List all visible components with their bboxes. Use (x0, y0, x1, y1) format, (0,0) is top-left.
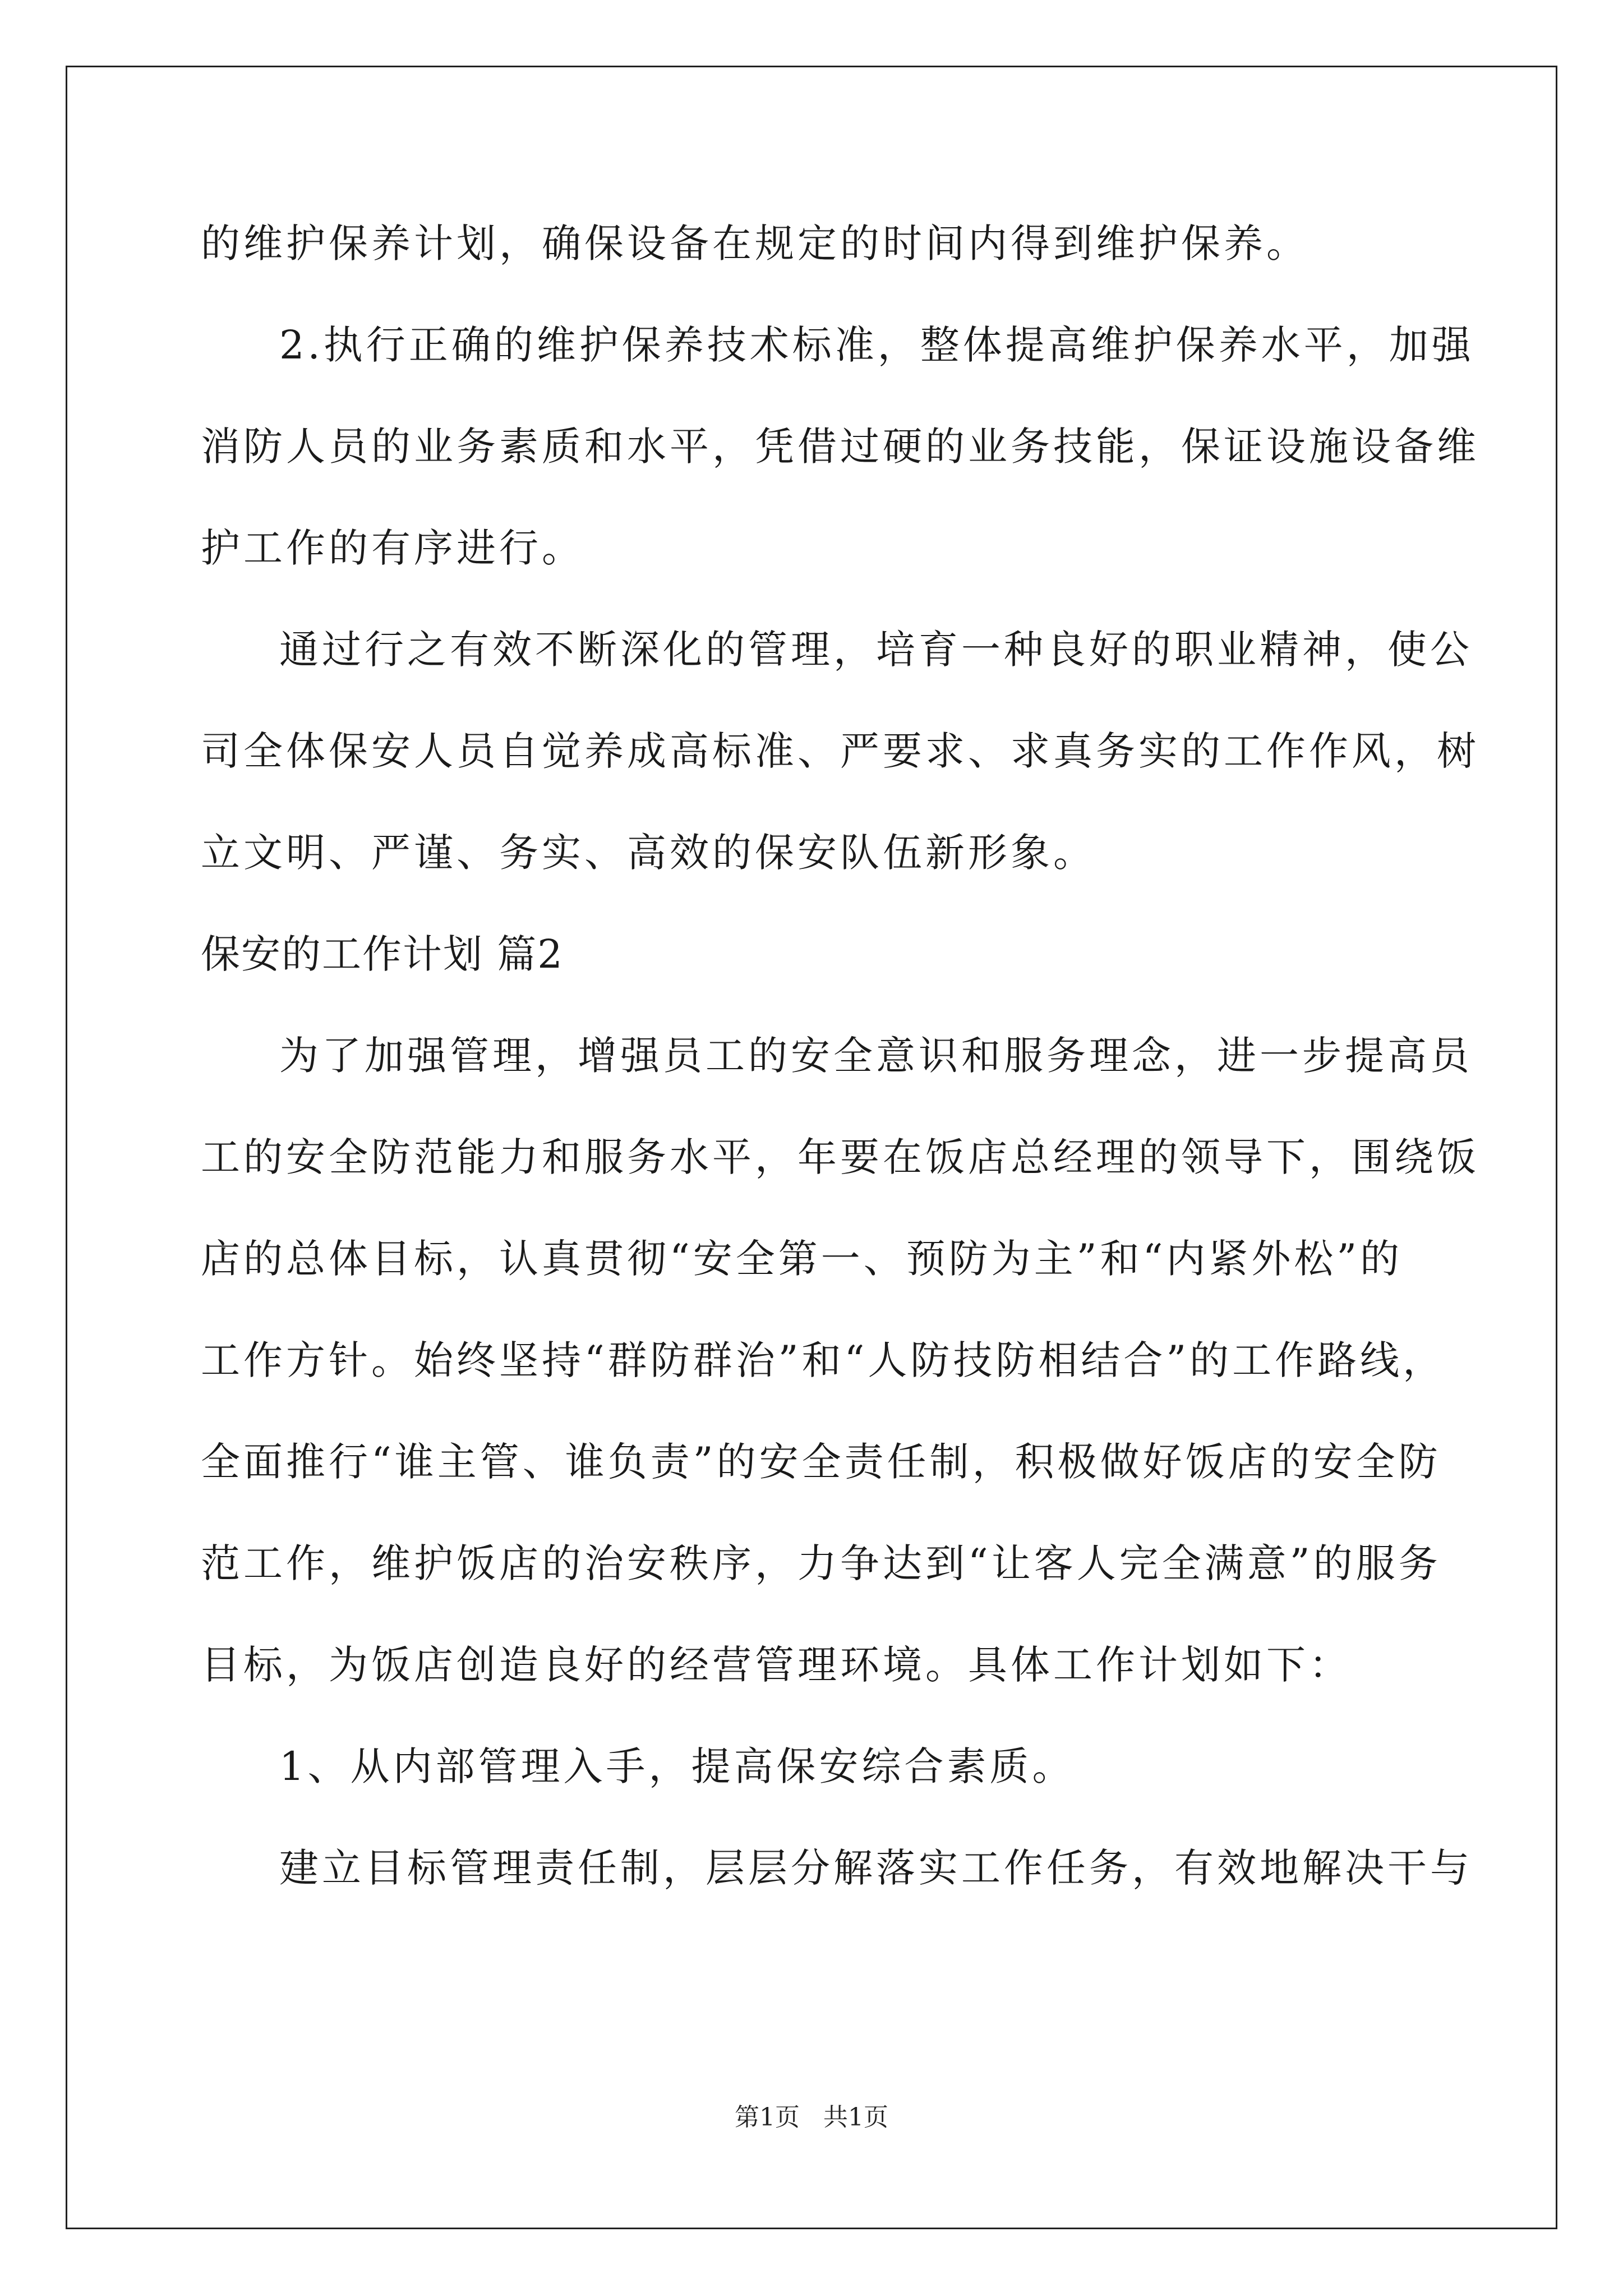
body-line-11: 店的总体目标，认真贯彻“安全第一、预防为主”和“内紧外松”的 (201, 1236, 1403, 1282)
body-line-12: 工作方针。始终坚持“群防群治”和“人防技防相结合”的工作路线， (201, 1337, 1446, 1383)
body-line-6: 司全体保安人员自觉养成高标准、严要求、求真务实的工作作风，树 (201, 728, 1479, 774)
body-line-5: 通过行之有效不断深化的管理，培育一种良好的职业精神，使公 (279, 627, 1473, 673)
body-line-15: 目标，为饭店创造良好的经营管理环境。具体工作计划如下： (201, 1642, 1352, 1688)
body-line-10: 工的安全防范能力和服务水平，年要在饭店总经理的领导下，围绕饭 (201, 1134, 1479, 1180)
section-heading: 保安的工作计划 篇2 (201, 931, 564, 977)
body-line-14: 范工作，维护饭店的治安秩序，力争达到“让客人完全满意”的服务 (201, 1540, 1441, 1586)
body-line-16: 1、从内部管理入手，提高保安综合素质。 (279, 1743, 1075, 1789)
body-line-3: 消防人员的业务素质和水平，凭借过硬的业务技能，保证设施设备维 (201, 424, 1479, 470)
body-line-7: 立文明、严谨、务实、高效的保安队伍新形象。 (201, 830, 1096, 876)
body-line-9: 为了加强管理，增强员工的安全意识和服务理念，进一步提高员 (279, 1033, 1473, 1079)
body-line-1: 的维护保养计划，确保设备在规定的时间内得到维护保养。 (201, 220, 1309, 266)
body-line-13: 全面推行“谁主管、谁负责”的安全责任制，积极做好饭店的安全防 (201, 1439, 1441, 1485)
body-line-17: 建立目标管理责任制，层层分解落实工作任务，有效地解决干与 (279, 1845, 1473, 1891)
body-line-4: 护工作的有序进行。 (201, 525, 584, 571)
page-footer: 第1页 共1页 (735, 2103, 888, 2132)
body-line-2: 2.执行正确的维护保养技术标准，整体提高维护保养水平，加强 (279, 322, 1474, 368)
